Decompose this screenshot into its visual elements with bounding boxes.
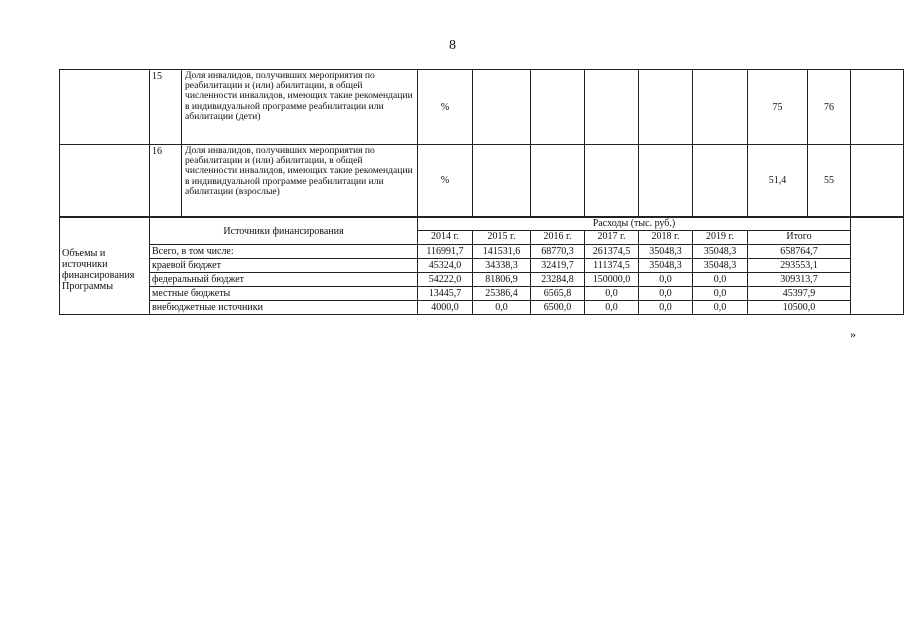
finance-row <box>60 287 904 301</box>
finance-row <box>60 273 904 287</box>
expenses-header: Расходы (тыс. руб.) <box>418 218 851 231</box>
indicator-unit: % <box>418 70 473 145</box>
indicators-table <box>59 69 904 217</box>
indicator-text: Доля инвалидов, получивших мероприятия по реабилитации и (или) абилитации, в общей численности инвалидов, имеющих такие рекомендации в индивидуальной программе реабилитации или абилитации (взрослые) <box>182 145 418 217</box>
indicator-value <box>851 70 904 145</box>
finance-value: 0,0 <box>585 301 639 315</box>
finance-value: 13445,7 <box>418 287 473 301</box>
finance-value: 0,0 <box>473 301 531 315</box>
finance-value: 141531,6 <box>473 245 531 259</box>
year-header: 2019 г. <box>693 231 748 245</box>
indicator-row <box>60 145 904 217</box>
source-name: Всего, в том числе: <box>150 245 418 259</box>
indicator-value <box>473 145 531 217</box>
page-number: 8 <box>449 38 456 53</box>
indicator-value: 55 <box>808 145 851 217</box>
indicator-value <box>473 70 531 145</box>
finance-total: 293553,1 <box>748 259 851 273</box>
indicator-value: 75 <box>748 70 808 145</box>
indicator-value <box>639 145 693 217</box>
finance-value: 23284,8 <box>531 273 585 287</box>
indicator-row <box>60 70 904 145</box>
finance-value: 4000,0 <box>418 301 473 315</box>
finance-value: 116991,7 <box>418 245 473 259</box>
empty-cell <box>60 145 150 217</box>
finance-value: 0,0 <box>639 301 693 315</box>
finance-value: 0,0 <box>639 273 693 287</box>
finance-value: 0,0 <box>693 301 748 315</box>
finance-value: 111374,5 <box>585 259 639 273</box>
finance-table <box>59 217 904 315</box>
indicator-number: 16 <box>150 145 182 217</box>
finance-value: 0,0 <box>693 273 748 287</box>
source-name: федеральный бюджет <box>150 273 418 287</box>
finance-value: 34338,3 <box>473 259 531 273</box>
finance-section-label: Объемы и источники финансирования Программы <box>60 218 150 315</box>
finance-total: 10500,0 <box>748 301 851 315</box>
finance-row <box>60 259 904 273</box>
indicator-value <box>851 145 904 217</box>
year-header: 2017 г. <box>585 231 639 245</box>
source-name: внебюджетные источники <box>150 301 418 315</box>
empty-cell <box>60 70 150 145</box>
sources-header: Источники финансирования <box>150 218 418 245</box>
indicator-unit: % <box>418 145 473 217</box>
finance-row <box>60 301 904 315</box>
finance-value: 35048,3 <box>639 245 693 259</box>
indicator-value <box>639 70 693 145</box>
total-header: Итого <box>748 231 851 245</box>
finance-value: 150000,0 <box>585 273 639 287</box>
finance-value: 81806,9 <box>473 273 531 287</box>
indicator-value: 51,4 <box>748 145 808 217</box>
finance-value: 45324,0 <box>418 259 473 273</box>
finance-value: 0,0 <box>693 287 748 301</box>
finance-value: 0,0 <box>585 287 639 301</box>
finance-value: 0,0 <box>639 287 693 301</box>
finance-value: 6565,8 <box>531 287 585 301</box>
indicator-value <box>585 145 639 217</box>
year-header: 2018 г. <box>639 231 693 245</box>
finance-value: 35048,3 <box>693 245 748 259</box>
finance-value: 54222,0 <box>418 273 473 287</box>
finance-value: 35048,3 <box>693 259 748 273</box>
finance-value: 261374,5 <box>585 245 639 259</box>
year-header: 2014 г. <box>418 231 473 245</box>
indicator-text: Доля инвалидов, получивших мероприятия по реабилитации и (или) абилитации, в общей численности инвалидов, имеющих такие рекомендации в индивидуальной программе реабилитации или абилитации (дети) <box>182 70 418 145</box>
source-name: местные бюджеты <box>150 287 418 301</box>
indicator-number: 15 <box>150 70 182 145</box>
closing-quote: » <box>850 327 856 341</box>
year-header: 2015 г. <box>473 231 531 245</box>
indicator-value <box>531 145 585 217</box>
finance-total: 309313,7 <box>748 273 851 287</box>
indicator-value <box>531 70 585 145</box>
indicator-value <box>693 145 748 217</box>
finance-value: 25386,4 <box>473 287 531 301</box>
finance-row <box>60 245 904 259</box>
indicator-value: 76 <box>808 70 851 145</box>
empty-cell <box>851 218 904 315</box>
finance-value: 68770,3 <box>531 245 585 259</box>
finance-total: 45397,9 <box>748 287 851 301</box>
finance-value: 6500,0 <box>531 301 585 315</box>
source-name: краевой бюджет <box>150 259 418 273</box>
year-header: 2016 г. <box>531 231 585 245</box>
indicator-value <box>693 70 748 145</box>
finance-value: 32419,7 <box>531 259 585 273</box>
indicator-value <box>585 70 639 145</box>
finance-value: 35048,3 <box>639 259 693 273</box>
finance-total: 658764,7 <box>748 245 851 259</box>
